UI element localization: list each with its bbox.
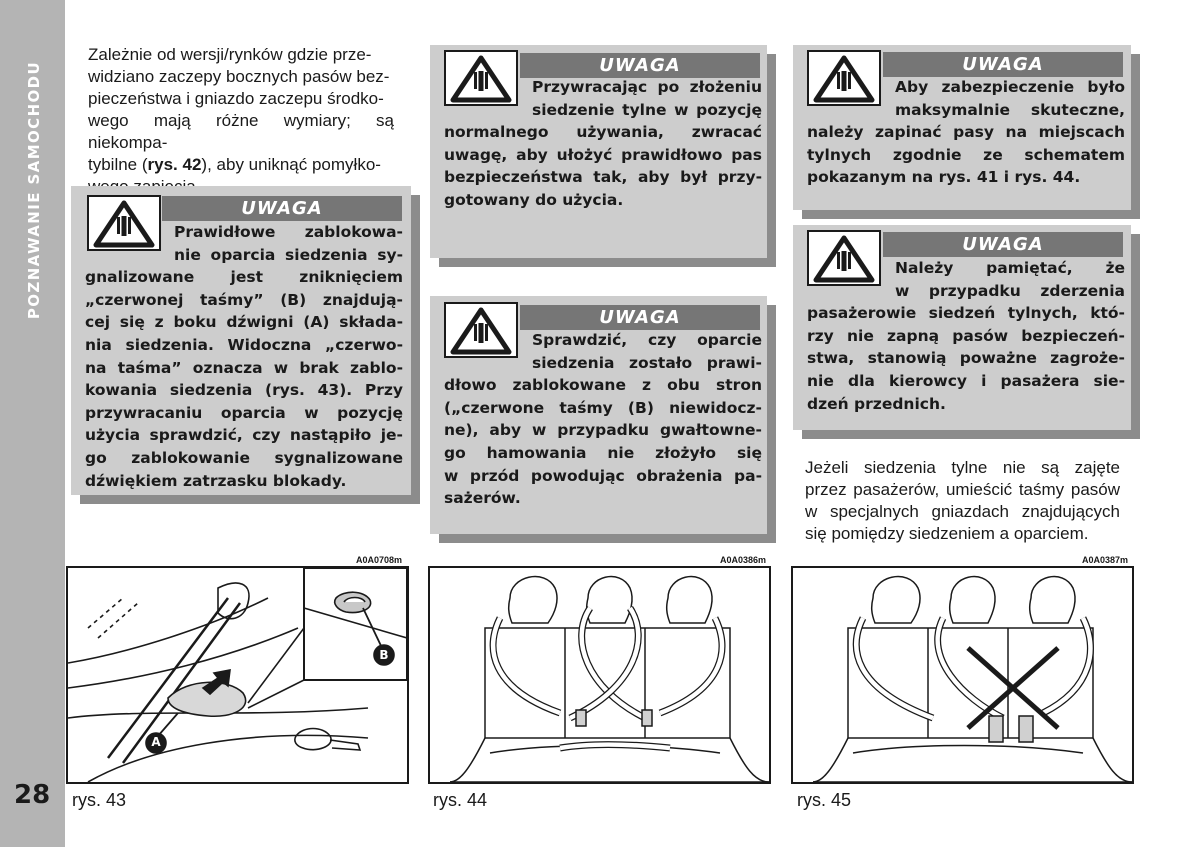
warning-note <box>793 225 1131 430</box>
note-text: Przywracając po złożeniu siedzenie tylne w pozycję normalnego używania, zwracać uwagę, aby ułożyć prawidłowo pas bezpieczeństwa tak, aby był przy- gotowany do użycia. <box>444 78 762 209</box>
figure-seat-lever <box>66 566 409 784</box>
rear-seat-belts-illustration <box>430 568 769 782</box>
warning-note <box>430 296 767 534</box>
note-text: Należy pamiętać, że w przypadku zderzenia pasażerowie siedzeń tylnych, któ- rzy nie zapną pasów bezpieczeń- stwa, stanowią poważne zagroże- nie dla kierowcy i pasażera sie- dzeń przednich. <box>807 259 1125 413</box>
note-header: UWAGA <box>883 232 1123 257</box>
figure-belts-wrong <box>791 566 1134 784</box>
seat-lever-illustration <box>68 568 407 782</box>
figure-reference: rys. 42 <box>147 155 202 174</box>
warning-note <box>71 186 411 495</box>
callout-label-b: B <box>379 648 389 662</box>
note-text: Aby zabezpieczenie było maksymalnie skuteczne, należy zapinać pasy na miejscach tylnych zgodnie ze schematem pokazanym na rys. 41 i rys. 44. <box>807 78 1125 187</box>
note-header: UWAGA <box>520 305 760 330</box>
figure-code: A0A0708m <box>356 555 403 565</box>
warning-note <box>793 45 1131 210</box>
note-text: Prawidłowe zablokowa- nie oparcia siedzenia sy- gnalizowane jest zniknięciem „czerwonej taśmy” (B) znajdują- cej się z boku dźwigni (A) składa- nia siedzenia. Widoczna „czerwo- na taśma” oznacza w brak zablo- kowania siedzenia (rys. 43). Przy przywracaniu oparcia w pozycję użycia sprawdzić, czy nastąpiło je- go zablokowanie sygnalizowane dźwiękiem zatrzasku blokady. <box>85 223 403 490</box>
rear-seat-belts-crossed-illustration <box>793 568 1132 782</box>
figure-belts-correct <box>428 566 771 784</box>
note-text: Sprawdzić, czy oparcie siedzenia zostało prawi- dłowo zablokowane z obu stron („czerwone taśmy (B) niewidocz- ne), aby w przypadku gwałtowne- go hamowania nie złożyło się w przód powodując obrażenia pa- sażerów. <box>444 331 762 508</box>
intro-paragraph: Zależnie od wersji/rynków gdzie prze- widziano zaczepy bocznych pasów bez- pieczeństwa i gniazdo zaczepu środko- wego mają różne wymiary; są niekompa- tybilne (rys. 42), aby uniknąć pomyłko- <box>88 45 394 174</box>
outro-paragraph: Jeżeli siedzenia tylne nie są zajęte przez pasażerów, umieścić taśmy pasów w specjalnych gniazdach znajdujących się pomiędzy siedzeniem a oparciem. <box>805 458 1120 543</box>
sidebar-band <box>0 0 65 847</box>
figure-caption: rys. 43 <box>72 790 127 810</box>
callout-label-a: A <box>151 735 161 749</box>
note-header: UWAGA <box>162 196 402 221</box>
note-header: UWAGA <box>520 53 760 78</box>
note-header: UWAGA <box>883 52 1123 77</box>
figure-caption: rys. 44 <box>433 790 488 810</box>
figure-caption: rys. 45 <box>797 790 852 810</box>
figure-code: A0A0386m <box>720 555 767 565</box>
section-title <box>14 45 54 335</box>
page-number: 28 <box>14 780 51 810</box>
figure-code: A0A0387m <box>1082 555 1129 565</box>
warning-note <box>430 45 767 258</box>
section-title-text: POZNAWANIE SAMOCHODU <box>25 60 43 320</box>
